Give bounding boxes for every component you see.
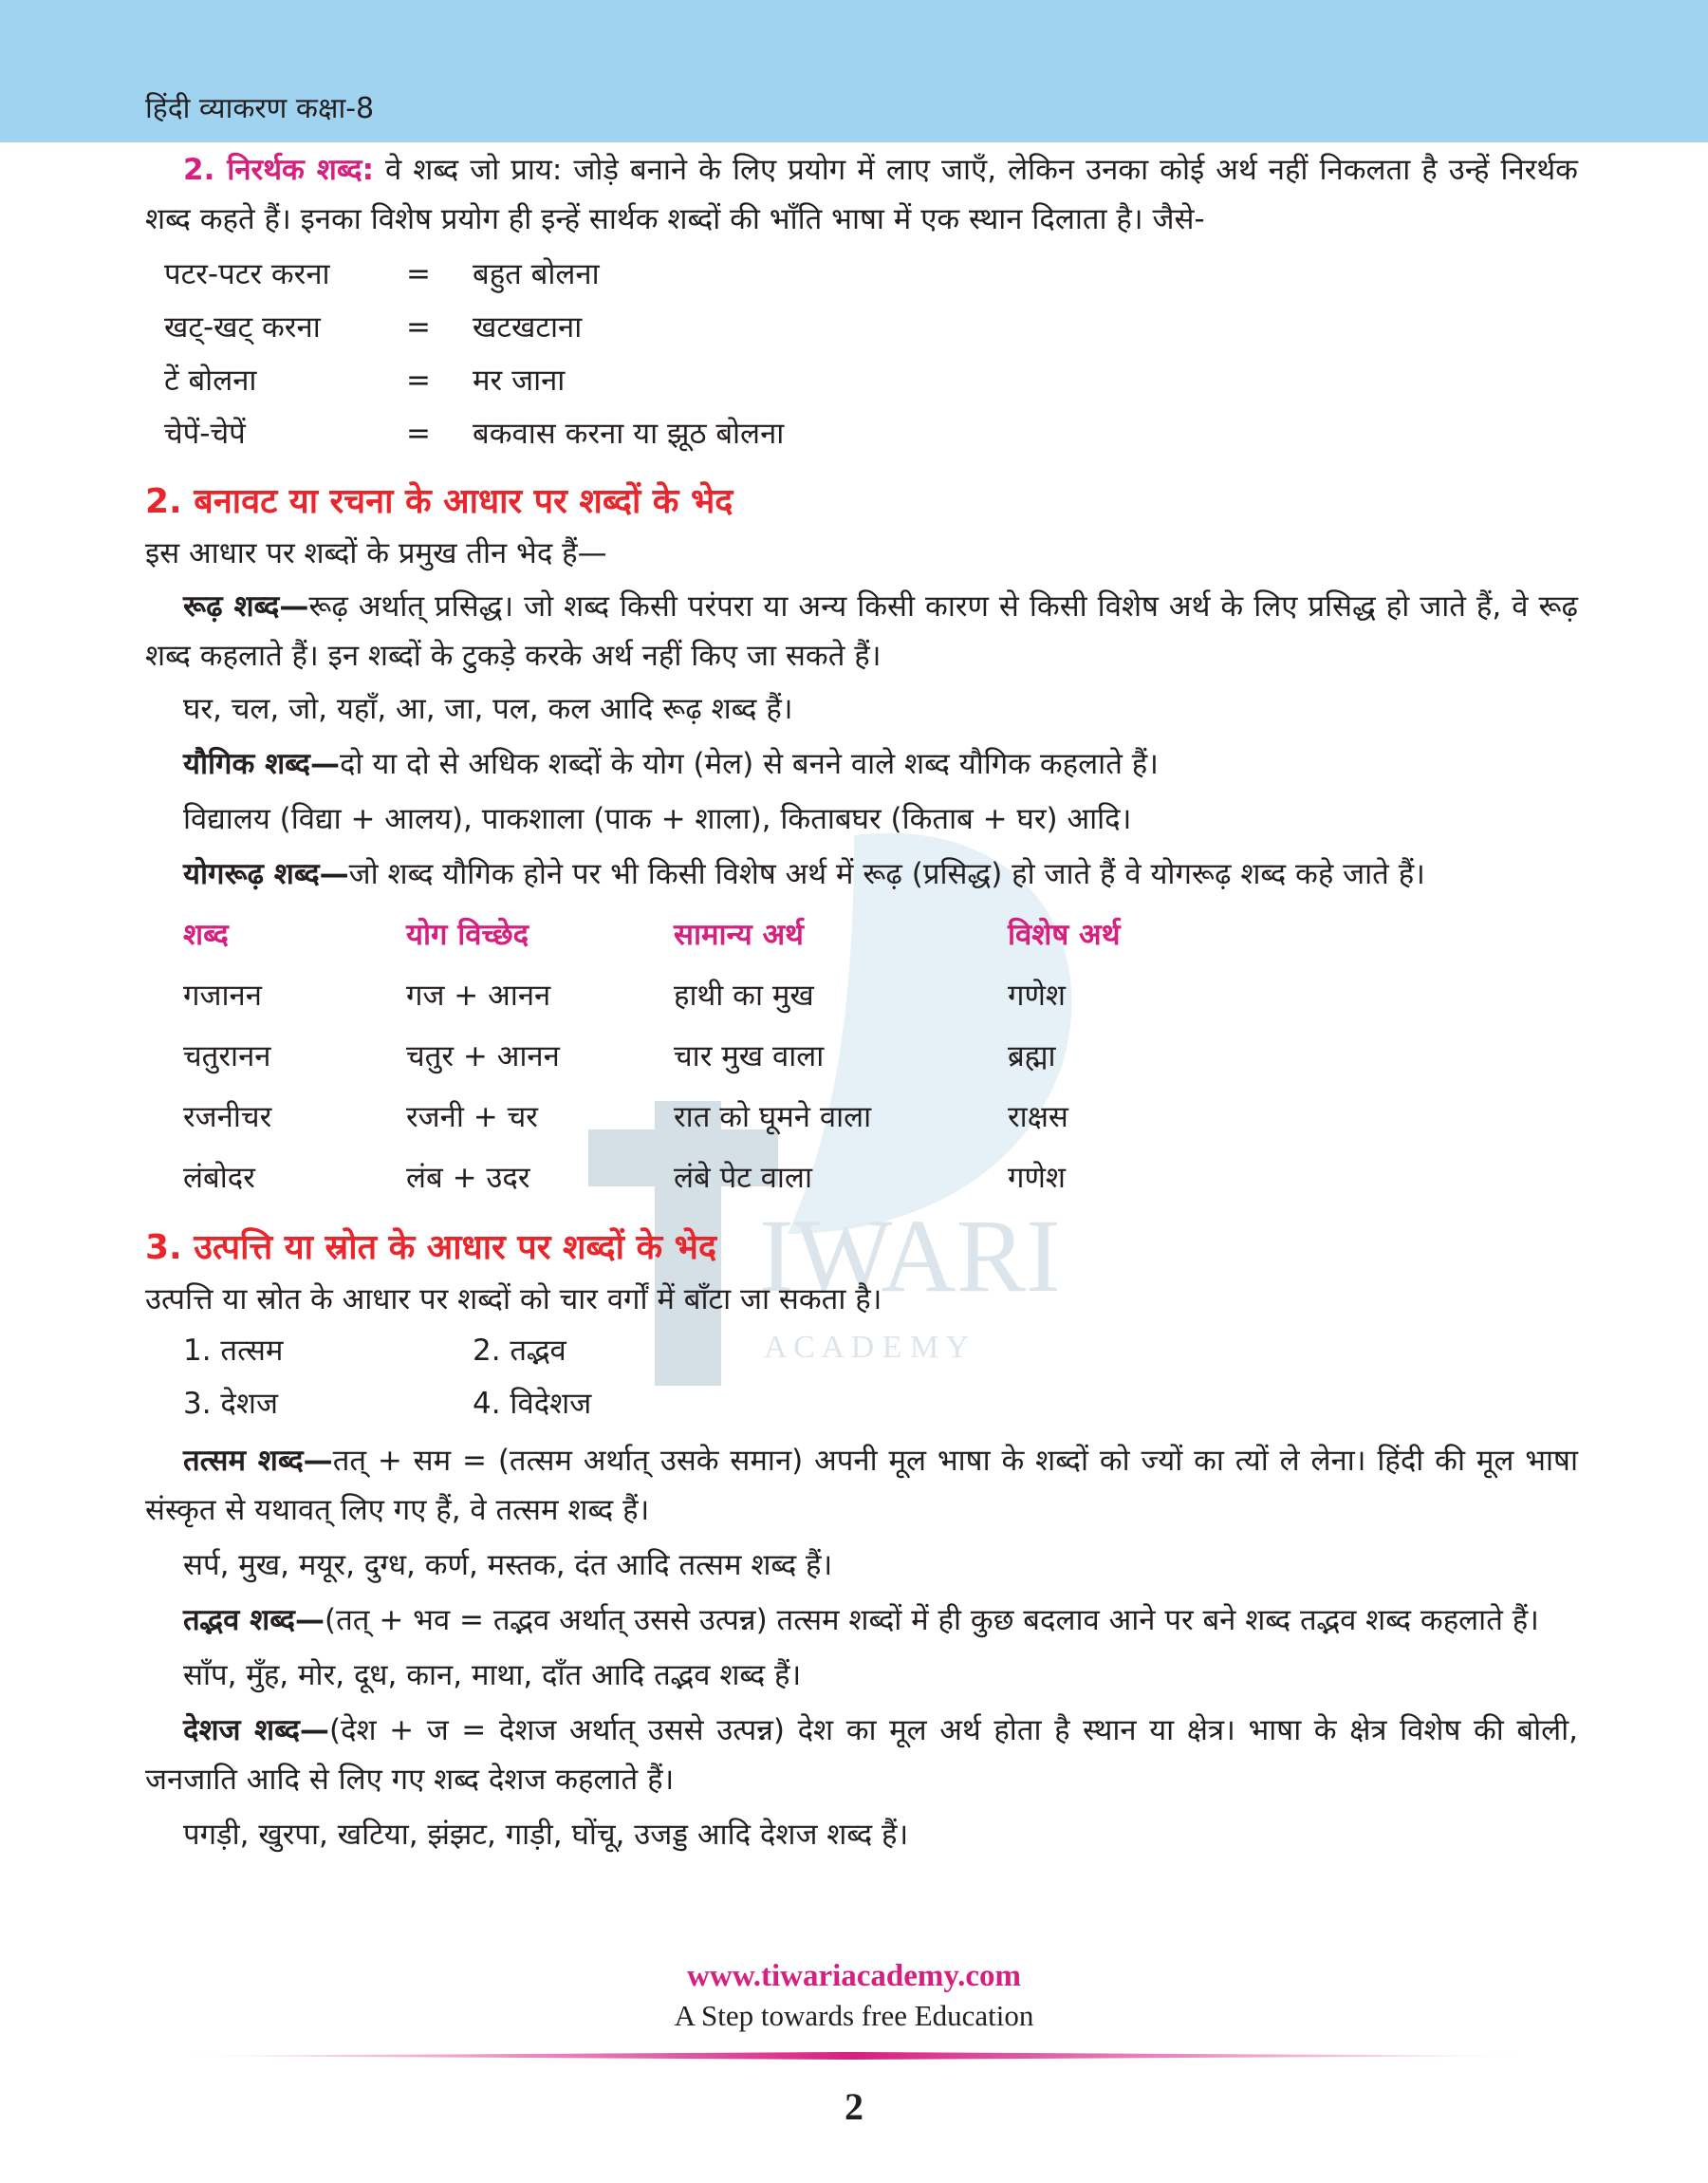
table-cell: गणेश xyxy=(1008,979,1066,1013)
yogrudh-body: जो शब्द यौगिक होने पर भी किसी विशेष अर्थ में रूढ़ (प्रसिद्ध) हो जाते हैं वे योगरूढ़ शब्द कहे जाते हैं। xyxy=(348,857,1425,891)
table-row xyxy=(145,1026,1578,1087)
pair-meaning: मर जाना xyxy=(473,364,566,398)
pair-term: चेपें-चेपें xyxy=(164,417,246,451)
page-number: 2 xyxy=(845,2085,863,2128)
yaugik-example: विद्यालय (विद्या + आलय), पाकशाला (पाक + शाला), किताबघर (किताब + घर) आदि। xyxy=(183,802,1132,836)
list-row xyxy=(145,1324,1578,1377)
tatsam-body: तत् + सम = (तत्सम अर्थात् उसके समान) अपनी मूल भाषा के शब्दों को ज्यों का त्यों ले लेना। हिंदी की मूल भाषा संस्कृत से यथावत् लिए गए हैं, वे तत्सम शब्द हैं। xyxy=(145,1444,1579,1527)
pair-row xyxy=(145,250,1578,299)
book-title: हिंदी व्याकरण कक्षा-8 xyxy=(145,92,375,125)
footer-website-link[interactable]: www.tiwariacademy.com xyxy=(687,1959,1021,1993)
nirarthak-label: 2. निरर्थक शब्द: xyxy=(183,153,375,187)
table-cell: लंबोदर xyxy=(183,1161,255,1195)
watermark-text: IWARI xyxy=(759,1198,1061,1314)
deshaj-paragraph xyxy=(145,1706,1578,1804)
table-cell: लंबे पेट वाला xyxy=(674,1161,812,1195)
rudh-label: रूढ़ शब्द— xyxy=(183,589,309,624)
tadbhav-body: (तत् + भव = तद्भव अर्थात् उससे उत्पन्न) तत्सम शब्दों में ही कुछ बदलाव आने पर बने शब्द तद्भव शब्द कहलाते हैं। xyxy=(325,1603,1539,1637)
rudh-body: रूढ़ अर्थात् प्रसिद्ध। जो शब्द किसी परंपरा या अन्य किसी कारण से किसी विशेष अर्थ के लिए प्रसिद्ध हो जाते हैं, वे रूढ़ शब्द कहलाते हैं। इन शब्दों के टुकड़े करके अर्थ नहीं किए जा सकते हैं। xyxy=(145,589,1578,673)
list-item: 1. तत्सम xyxy=(183,1334,284,1368)
yaugik-paragraph xyxy=(145,739,1578,789)
utpatti-intro: उत्पत्ति या स्रोत के आधार पर शब्दों को चार वर्गों में बाँटा जा सकता है। xyxy=(145,1282,882,1316)
table-header-row xyxy=(145,905,1578,965)
tadbhav-paragraph xyxy=(145,1595,1578,1645)
banavat-heading: 2. बनावट या रचना के आधार पर शब्दों के भेद xyxy=(145,482,733,521)
table-cell: रजनीचर xyxy=(183,1100,272,1134)
table-cell: चतुर + आनन xyxy=(406,1039,560,1073)
deshaj-body: (देश + ज = देशज अर्थात् उससे उत्पन्न) देश का मूल अर्थ होता है स्थान या क्षेत्र। भाषा के क्षेत्र विशेष की बोली, जनजाति आदि से लिए गए शब्द देशज कहलाते हैं। xyxy=(145,1713,1578,1797)
pair-meaning: खटखटाना xyxy=(473,310,583,345)
pair-term: टें बोलना xyxy=(164,364,257,398)
table-cell: चतुरानन xyxy=(183,1039,271,1073)
list-item: 4. विदेशज xyxy=(473,1387,592,1421)
tadbhav-label: तद्भव शब्द— xyxy=(183,1603,325,1637)
yogrudh-paragraph xyxy=(145,849,1578,899)
tatsam-paragraph xyxy=(145,1436,1578,1535)
yaugik-label: यौगिक शब्द— xyxy=(183,747,340,781)
pair-row xyxy=(145,409,1578,458)
utpatti-list xyxy=(145,1324,1578,1430)
watermark-subtext: A C A D E M Y xyxy=(764,1330,970,1365)
table-row xyxy=(145,965,1578,1026)
pair-equals: = xyxy=(406,310,431,345)
pair-equals: = xyxy=(406,417,431,451)
pair-term: पटर-पटर करना xyxy=(164,257,330,291)
banavat-intro: इस आधार पर शब्दों के प्रमुख तीन भेद हैं— xyxy=(145,536,607,570)
footer-divider xyxy=(180,2052,1528,2060)
list-item: 3. देशज xyxy=(183,1387,278,1421)
list-row xyxy=(145,1377,1578,1430)
nirarthak-pairs xyxy=(145,250,1578,458)
rudh-paragraph xyxy=(145,582,1578,681)
table-cell: लंब + उदर xyxy=(406,1161,530,1195)
page-content xyxy=(145,142,1578,1859)
pair-term: खट्-खट् करना xyxy=(164,310,321,345)
tatsam-example: सर्प, मुख, मयूर, दुग्ध, कर्ण, मस्तक, दंत आदि तत्सम शब्द हैं। xyxy=(183,1548,833,1582)
table-row xyxy=(145,1087,1578,1147)
table-cell: गणेश xyxy=(1008,1161,1066,1195)
yaugik-body: दो या दो से अधिक शब्दों के योग (मेल) से बनने वाले शब्द यौगिक कहलाते हैं। xyxy=(339,747,1159,781)
pair-meaning: बकवास करना या झूठ बोलना xyxy=(473,417,785,451)
yogrudh-label: योगरूढ़ शब्द— xyxy=(183,857,349,891)
table-cell: रात को घूमने वाला xyxy=(674,1100,872,1134)
table-cell: हाथी का मुख xyxy=(674,979,814,1013)
table-cell: गज + आनन xyxy=(406,979,551,1013)
rudh-example: घर, चल, जो, यहाँ, आ, जा, पल, कल आदि रूढ़ शब्द हैं। xyxy=(183,692,793,726)
deshaj-label: देशज शब्द— xyxy=(183,1713,329,1747)
table-cell: चार मुख वाला xyxy=(674,1039,825,1073)
yogrudh-table xyxy=(145,905,1578,1208)
table-cell: रजनी + चर xyxy=(406,1100,538,1134)
pair-row xyxy=(145,356,1578,405)
utpatti-heading: 3. उत्पत्ति या स्रोत के आधार पर शब्दों के भेद xyxy=(145,1228,717,1267)
pair-meaning: बहुत बोलना xyxy=(473,257,600,291)
table-header-cell: योग विच्छेद xyxy=(406,918,529,952)
list-item: 2. तद्भव xyxy=(473,1334,566,1368)
tadbhav-example: साँप, मुँह, मोर, दूध, कान, माथा, दाँत आदि तद्भव शब्द हैं। xyxy=(183,1658,802,1692)
pair-row xyxy=(145,303,1578,352)
table-header-cell: विशेष अर्थ xyxy=(1008,918,1121,952)
table-header-cell: शब्द xyxy=(183,918,229,952)
tatsam-label: तत्सम शब्द— xyxy=(183,1444,333,1478)
pair-equals: = xyxy=(406,257,431,291)
table-cell: गजानन xyxy=(183,979,262,1013)
footer-tagline: A Step towards free Education xyxy=(674,1999,1034,2032)
deshaj-example: पगड़ी, खुरपा, खटिया, झंझट, गाड़ी, घोंचू, उजड्ड आदि देशज शब्द हैं। xyxy=(183,1818,909,1852)
table-cell: ब्रह्मा xyxy=(1008,1039,1056,1073)
pair-equals: = xyxy=(406,364,431,398)
nirarthak-paragraph xyxy=(145,145,1578,244)
nirarthak-body: वे शब्द जो प्राय: जोड़े बनाने के लिए प्रयोग में लाए जाएँ, लेकिन उनका कोई अर्थ नहीं निकलता है उन्हें निरर्थक शब्द कहते हैं। इनका विशेष प्रयोग ही इन्हें सार्थक शब्दों की भाँति भाषा में एक स्थान दिलाता है। जैसे- xyxy=(145,153,1578,236)
table-header-cell: सामान्य अर्थ xyxy=(674,918,804,952)
table-row xyxy=(145,1147,1578,1208)
table-cell: राक्षस xyxy=(1008,1100,1068,1134)
